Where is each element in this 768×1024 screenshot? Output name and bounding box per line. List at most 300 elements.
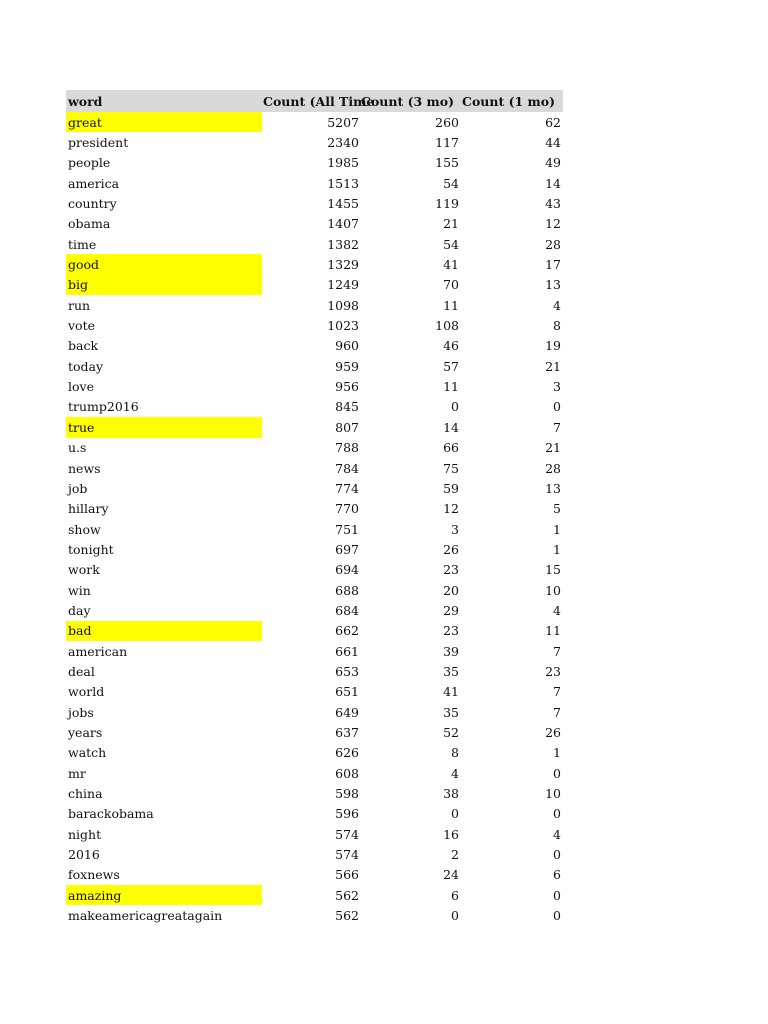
cell-count-1-mo-text: 15 <box>545 562 561 578</box>
cell-word-text: mr <box>68 765 86 781</box>
table-row <box>66 254 563 274</box>
table-row <box>66 865 563 885</box>
cell-count-all-time-text: 774 <box>335 480 359 496</box>
cell-count-1-mo-text: 4 <box>553 826 561 842</box>
table-row <box>66 519 563 539</box>
cell-count-1-mo <box>461 743 563 763</box>
cell-count-1-mo <box>461 173 563 193</box>
cell-count-3-mo <box>361 621 461 641</box>
cell-count-1-mo-text: 44 <box>545 135 561 151</box>
cell-count-1-mo-text: 5 <box>553 501 561 517</box>
cell-count-1-mo <box>461 641 563 661</box>
table-row <box>66 478 563 498</box>
table-row <box>66 621 563 641</box>
cell-count-3-mo-text: 23 <box>443 562 459 578</box>
cell-count-1-mo <box>461 295 563 315</box>
cell-word <box>66 376 262 396</box>
cell-count-all-time-text: 694 <box>335 562 359 578</box>
cell-count-3-mo-text: 24 <box>443 867 459 883</box>
cell-word-text: great <box>68 114 102 130</box>
cell-count-1-mo <box>461 702 563 722</box>
cell-word-text: true <box>68 419 95 435</box>
cell-count-all-time <box>262 356 361 376</box>
cell-count-3-mo-text: 41 <box>443 257 459 273</box>
table-row <box>66 173 563 193</box>
cell-count-1-mo-text: 3 <box>553 379 561 395</box>
cell-word <box>66 560 262 580</box>
cell-word <box>66 702 262 722</box>
cell-count-all-time-text: 788 <box>335 440 359 456</box>
cell-count-all-time-text: 2340 <box>327 135 359 151</box>
cell-count-1-mo <box>461 682 563 702</box>
cell-count-all-time <box>262 641 361 661</box>
cell-word-text: show <box>68 521 101 537</box>
cell-count-3-mo <box>361 112 461 132</box>
cell-count-1-mo <box>461 519 563 539</box>
cell-count-1-mo-text: 0 <box>553 887 561 903</box>
cell-count-3-mo <box>361 722 461 742</box>
header-count-3-mo: Count (3 mo) <box>361 93 455 109</box>
cell-word <box>66 743 262 763</box>
cell-count-1-mo-text: 28 <box>545 236 561 252</box>
cell-count-3-mo-text: 20 <box>443 582 459 598</box>
cell-count-1-mo <box>461 539 563 559</box>
cell-count-all-time-text: 845 <box>335 399 359 415</box>
cell-word-text: years <box>68 724 103 740</box>
cell-count-1-mo <box>461 336 563 356</box>
table-row <box>66 417 563 437</box>
cell-count-1-mo <box>461 193 563 213</box>
cell-count-3-mo <box>361 702 461 722</box>
table-row <box>66 844 563 864</box>
cell-count-3-mo <box>361 580 461 600</box>
cell-word <box>66 844 262 864</box>
cell-count-all-time <box>262 722 361 742</box>
cell-word-text: watch <box>68 745 107 761</box>
cell-word <box>66 458 262 478</box>
cell-count-all-time-text: 562 <box>335 908 359 924</box>
cell-count-1-mo-text: 0 <box>553 399 561 415</box>
cell-word <box>66 539 262 559</box>
cell-word <box>66 112 262 132</box>
cell-count-all-time <box>262 234 361 254</box>
cell-count-all-time-text: 651 <box>335 684 359 700</box>
cell-count-3-mo <box>361 254 461 274</box>
cell-word <box>66 336 262 356</box>
cell-count-1-mo <box>461 600 563 620</box>
cell-count-1-mo <box>461 824 563 844</box>
cell-count-all-time-text: 1382 <box>327 236 359 252</box>
cell-word-text: love <box>68 379 94 395</box>
cell-count-all-time-text: 637 <box>335 724 359 740</box>
table-row <box>66 763 563 783</box>
cell-count-all-time <box>262 254 361 274</box>
cell-count-1-mo <box>461 417 563 437</box>
cell-count-all-time <box>262 682 361 702</box>
cell-count-3-mo <box>361 438 461 458</box>
cell-word-text: makeamericagreatagain <box>68 908 223 924</box>
cell-count-all-time-text: 960 <box>335 338 359 354</box>
cell-count-all-time <box>262 885 361 905</box>
table-row <box>66 356 563 376</box>
table-row <box>66 804 563 824</box>
cell-count-all-time <box>262 804 361 824</box>
cell-count-all-time-text: 608 <box>335 765 359 781</box>
cell-count-1-mo <box>461 804 563 824</box>
cell-count-all-time <box>262 844 361 864</box>
cell-count-all-time <box>262 438 361 458</box>
cell-count-1-mo-text: 49 <box>545 155 561 171</box>
cell-word-text: china <box>68 786 103 802</box>
cell-word <box>66 173 262 193</box>
table-row <box>66 702 563 722</box>
cell-word <box>66 214 262 234</box>
cell-count-1-mo <box>461 376 563 396</box>
cell-count-3-mo <box>361 214 461 234</box>
cell-count-1-mo <box>461 234 563 254</box>
cell-count-1-mo <box>461 315 563 335</box>
cell-word-text: vote <box>68 318 96 334</box>
cell-count-1-mo <box>461 112 563 132</box>
cell-count-1-mo-text: 1 <box>553 745 561 761</box>
cell-count-3-mo <box>361 783 461 803</box>
cell-word <box>66 295 262 315</box>
table-row <box>66 824 563 844</box>
cell-count-3-mo-text: 35 <box>443 704 459 720</box>
cell-word <box>66 783 262 803</box>
cell-count-3-mo <box>361 153 461 173</box>
cell-word-text: america <box>68 175 120 191</box>
cell-word <box>66 885 262 905</box>
cell-count-all-time <box>262 173 361 193</box>
cell-word <box>66 661 262 681</box>
cell-count-all-time <box>262 458 361 478</box>
cell-word-text: trump2016 <box>68 399 139 415</box>
cell-count-3-mo-text: 0 <box>451 399 459 415</box>
cell-word-text: president <box>68 135 129 151</box>
cell-word-text: day <box>68 602 91 618</box>
cell-count-3-mo <box>361 519 461 539</box>
cell-count-3-mo <box>361 682 461 702</box>
cell-count-1-mo <box>461 458 563 478</box>
cell-word <box>66 865 262 885</box>
cell-count-all-time-text: 596 <box>335 806 359 822</box>
cell-word <box>66 315 262 335</box>
cell-count-all-time-text: 626 <box>335 745 359 761</box>
cell-count-3-mo-text: 54 <box>443 236 459 252</box>
cell-count-1-mo <box>461 844 563 864</box>
header-count-1-mo: Count (1 mo) <box>462 93 556 109</box>
cell-word-text: 2016 <box>68 847 100 863</box>
cell-word-text: barackobama <box>68 806 154 822</box>
table-row <box>66 295 563 315</box>
header-word: word <box>68 93 103 109</box>
cell-word-text: time <box>68 236 97 252</box>
cell-count-1-mo-text: 21 <box>545 440 561 456</box>
cell-count-all-time <box>262 112 361 132</box>
cell-word-text: news <box>68 460 101 476</box>
cell-count-3-mo-text: 35 <box>443 663 459 679</box>
table-header-row <box>66 90 563 112</box>
cell-count-1-mo <box>461 905 563 925</box>
cell-count-all-time <box>262 580 361 600</box>
cell-count-1-mo-text: 62 <box>545 114 561 130</box>
cell-count-1-mo-text: 10 <box>545 582 561 598</box>
cell-count-3-mo-text: 0 <box>451 908 459 924</box>
cell-count-3-mo <box>361 417 461 437</box>
cell-count-all-time-text: 807 <box>335 419 359 435</box>
cell-count-all-time <box>262 560 361 580</box>
cell-count-3-mo-text: 59 <box>443 480 459 496</box>
cell-count-3-mo-text: 8 <box>451 745 459 761</box>
cell-word-text: obama <box>68 216 111 232</box>
cell-count-all-time <box>262 295 361 315</box>
table-row <box>66 743 563 763</box>
cell-count-all-time-text: 1249 <box>327 277 359 293</box>
cell-count-3-mo <box>361 865 461 885</box>
cell-count-3-mo <box>361 661 461 681</box>
cell-count-3-mo-text: 2 <box>451 847 459 863</box>
cell-count-all-time-text: 684 <box>335 602 359 618</box>
cell-word-text: amazing <box>68 887 122 903</box>
cell-count-1-mo <box>461 783 563 803</box>
cell-word-text: u.s <box>68 440 87 456</box>
cell-count-all-time <box>262 763 361 783</box>
cell-count-1-mo-text: 13 <box>545 480 561 496</box>
cell-word <box>66 234 262 254</box>
cell-count-3-mo-text: 0 <box>451 806 459 822</box>
cell-count-1-mo-text: 0 <box>553 806 561 822</box>
cell-word <box>66 905 262 925</box>
cell-word <box>66 519 262 539</box>
cell-count-all-time <box>262 865 361 885</box>
cell-count-3-mo-text: 260 <box>435 114 459 130</box>
cell-count-all-time <box>262 600 361 620</box>
cell-count-3-mo-text: 75 <box>443 460 459 476</box>
cell-word <box>66 254 262 274</box>
cell-count-1-mo <box>461 153 563 173</box>
cell-count-all-time <box>262 336 361 356</box>
cell-count-1-mo-text: 13 <box>545 277 561 293</box>
cell-word-text: night <box>68 826 102 842</box>
cell-count-3-mo-text: 21 <box>443 216 459 232</box>
cell-count-1-mo-text: 23 <box>545 663 561 679</box>
cell-count-1-mo-text: 10 <box>545 786 561 802</box>
cell-count-3-mo-text: 119 <box>435 196 459 212</box>
table-row <box>66 112 563 132</box>
cell-count-all-time-text: 1407 <box>327 216 359 232</box>
cell-word <box>66 275 262 295</box>
cell-count-3-mo-text: 46 <box>443 338 459 354</box>
table-row <box>66 885 563 905</box>
cell-word <box>66 824 262 844</box>
cell-word <box>66 417 262 437</box>
cell-count-1-mo-text: 17 <box>545 257 561 273</box>
cell-count-3-mo <box>361 295 461 315</box>
cell-word-text: tonight <box>68 541 114 557</box>
cell-count-all-time <box>262 702 361 722</box>
cell-count-3-mo-text: 52 <box>443 724 459 740</box>
cell-count-all-time-text: 1023 <box>327 318 359 334</box>
cell-count-3-mo <box>361 641 461 661</box>
cell-word <box>66 621 262 641</box>
cell-word <box>66 682 262 702</box>
cell-count-all-time <box>262 153 361 173</box>
table-row <box>66 376 563 396</box>
cell-count-3-mo-text: 4 <box>451 765 459 781</box>
cell-word-text: deal <box>68 663 95 679</box>
cell-count-all-time-text: 688 <box>335 582 359 598</box>
cell-count-all-time <box>262 539 361 559</box>
cell-count-1-mo-text: 8 <box>553 318 561 334</box>
table-row <box>66 132 563 152</box>
cell-count-all-time-text: 1513 <box>327 175 359 191</box>
cell-count-3-mo <box>361 844 461 864</box>
cell-count-3-mo-text: 16 <box>443 826 459 842</box>
cell-count-3-mo <box>361 499 461 519</box>
cell-count-3-mo <box>361 885 461 905</box>
cell-count-3-mo-text: 54 <box>443 175 459 191</box>
table-row <box>66 722 563 742</box>
table-row <box>66 661 563 681</box>
cell-count-1-mo <box>461 722 563 742</box>
cell-count-1-mo-text: 7 <box>553 419 561 435</box>
cell-count-all-time-text: 562 <box>335 887 359 903</box>
cell-count-all-time-text: 751 <box>335 521 359 537</box>
cell-count-1-mo-text: 0 <box>553 847 561 863</box>
cell-count-all-time <box>262 621 361 641</box>
cell-count-all-time <box>262 417 361 437</box>
cell-count-1-mo <box>461 254 563 274</box>
cell-count-3-mo <box>361 539 461 559</box>
table-body <box>66 112 563 926</box>
cell-count-all-time-text: 661 <box>335 643 359 659</box>
cell-count-all-time-text: 662 <box>335 623 359 639</box>
cell-count-1-mo <box>461 621 563 641</box>
table-row <box>66 458 563 478</box>
cell-word-text: good <box>68 257 100 273</box>
cell-count-3-mo-text: 11 <box>443 297 459 313</box>
cell-count-3-mo <box>361 600 461 620</box>
cell-count-1-mo-text: 4 <box>553 297 561 313</box>
cell-count-1-mo-text: 7 <box>553 704 561 720</box>
cell-count-1-mo-text: 26 <box>545 724 561 740</box>
cell-count-1-mo-text: 7 <box>553 684 561 700</box>
cell-count-3-mo <box>361 132 461 152</box>
cell-count-all-time-text: 784 <box>335 460 359 476</box>
table-row <box>66 214 563 234</box>
cell-word-text: world <box>68 684 105 700</box>
header-count-all-time: Count (All Time <box>263 93 375 109</box>
cell-word <box>66 804 262 824</box>
cell-count-3-mo-text: 57 <box>443 358 459 374</box>
cell-count-1-mo-text: 7 <box>553 643 561 659</box>
cell-count-all-time-text: 574 <box>335 826 359 842</box>
cell-count-3-mo-text: 11 <box>443 379 459 395</box>
cell-count-3-mo <box>361 234 461 254</box>
cell-word <box>66 478 262 498</box>
cell-count-1-mo-text: 19 <box>545 338 561 354</box>
cell-word <box>66 193 262 213</box>
cell-word-text: job <box>68 480 88 496</box>
cell-count-1-mo <box>461 438 563 458</box>
cell-word <box>66 600 262 620</box>
cell-count-3-mo-text: 117 <box>435 135 459 151</box>
cell-count-all-time <box>262 519 361 539</box>
cell-count-all-time-text: 566 <box>335 867 359 883</box>
cell-count-3-mo-text: 12 <box>443 501 459 517</box>
table-row <box>66 234 563 254</box>
cell-count-all-time <box>262 499 361 519</box>
cell-count-all-time-text: 1329 <box>327 257 359 273</box>
cell-count-3-mo <box>361 376 461 396</box>
table-row <box>66 397 563 417</box>
cell-count-3-mo <box>361 560 461 580</box>
cell-count-3-mo-text: 23 <box>443 623 459 639</box>
cell-count-3-mo <box>361 173 461 193</box>
cell-count-all-time <box>262 905 361 925</box>
cell-count-1-mo-text: 0 <box>553 908 561 924</box>
cell-count-all-time-text: 5207 <box>327 114 359 130</box>
cell-count-1-mo-text: 21 <box>545 358 561 374</box>
table-row <box>66 580 563 600</box>
cell-word-text: country <box>68 196 117 212</box>
table-row <box>66 499 563 519</box>
cell-count-all-time <box>262 214 361 234</box>
cell-count-3-mo <box>361 763 461 783</box>
cell-count-all-time-text: 770 <box>335 501 359 517</box>
cell-word-text: big <box>68 277 89 293</box>
cell-word-text: foxnews <box>68 867 120 883</box>
cell-count-3-mo-text: 6 <box>451 887 459 903</box>
cell-count-3-mo <box>361 315 461 335</box>
cell-word <box>66 499 262 519</box>
cell-count-1-mo <box>461 275 563 295</box>
cell-word-text: back <box>68 338 99 354</box>
cell-count-3-mo <box>361 397 461 417</box>
table-row <box>66 682 563 702</box>
cell-word <box>66 356 262 376</box>
cell-word <box>66 763 262 783</box>
cell-count-1-mo-text: 14 <box>545 175 561 191</box>
cell-count-3-mo-text: 14 <box>443 419 459 435</box>
cell-count-1-mo <box>461 397 563 417</box>
cell-count-1-mo <box>461 763 563 783</box>
cell-count-1-mo <box>461 560 563 580</box>
cell-count-1-mo <box>461 214 563 234</box>
cell-count-all-time-text: 598 <box>335 786 359 802</box>
table-row <box>66 193 563 213</box>
cell-count-3-mo <box>361 824 461 844</box>
cell-count-3-mo-text: 38 <box>443 786 459 802</box>
cell-count-all-time-text: 1098 <box>327 297 359 313</box>
cell-word <box>66 641 262 661</box>
cell-count-1-mo-text: 28 <box>545 460 561 476</box>
cell-count-1-mo-text: 11 <box>545 623 561 639</box>
cell-count-all-time <box>262 397 361 417</box>
cell-count-1-mo <box>461 132 563 152</box>
cell-count-all-time <box>262 661 361 681</box>
cell-count-3-mo <box>361 275 461 295</box>
cell-word <box>66 722 262 742</box>
cell-count-3-mo <box>361 478 461 498</box>
cell-count-3-mo-text: 39 <box>443 643 459 659</box>
cell-word-text: work <box>68 562 100 578</box>
cell-count-all-time-text: 959 <box>335 358 359 374</box>
cell-count-all-time <box>262 376 361 396</box>
table-row <box>66 336 563 356</box>
cell-word-text: hillary <box>68 501 109 517</box>
